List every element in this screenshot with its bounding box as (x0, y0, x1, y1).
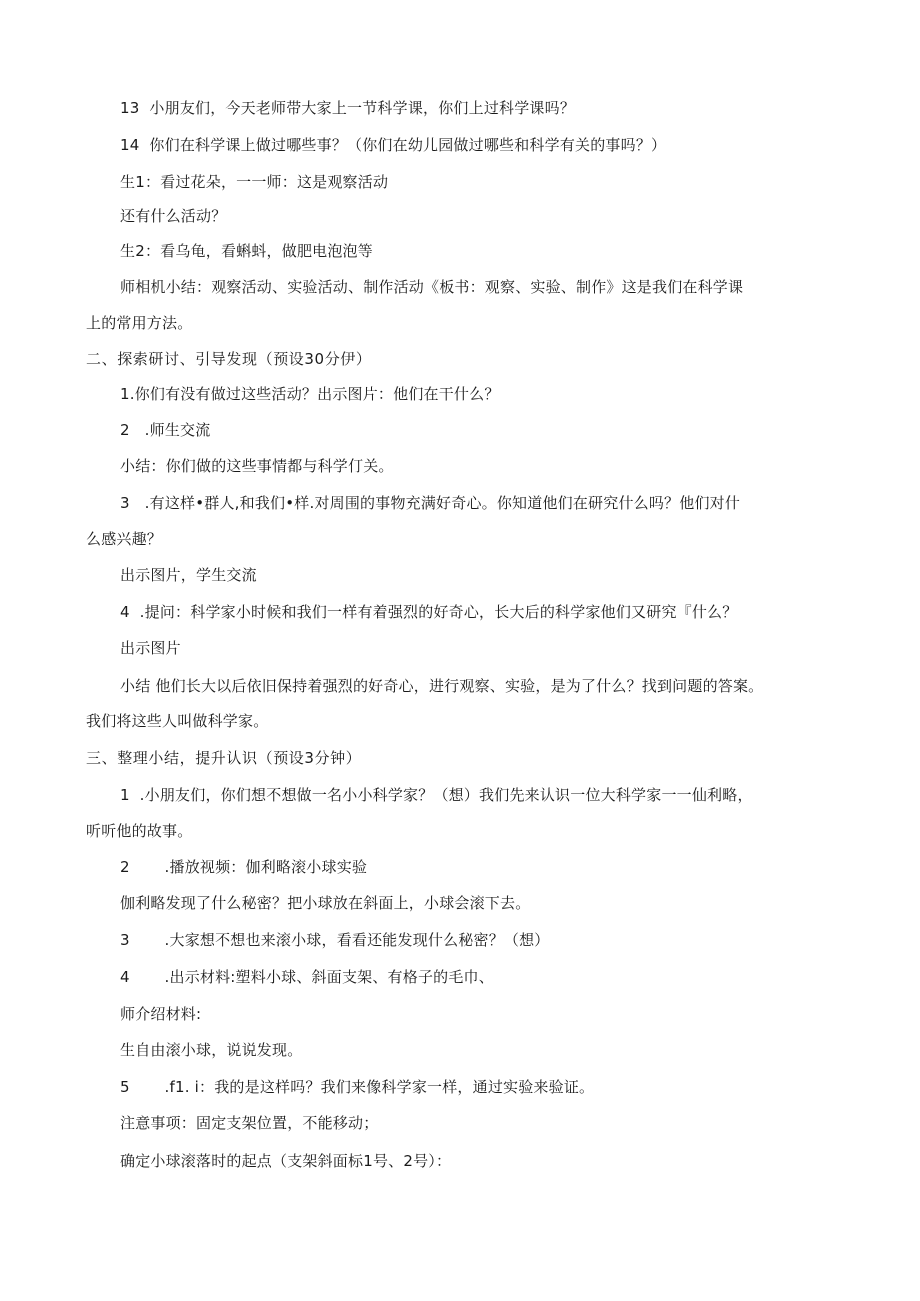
text-line: 出示图片 (120, 639, 181, 657)
text-line: 确定小球滚落时的起点（支架斜面标1号、2号）： (120, 1152, 452, 1170)
text-line: 我们将这些人叫做科学家。 (86, 712, 269, 730)
text-line: 师介绍材料: (120, 1005, 202, 1023)
text-line: 生自由滚小球，说说发现。 (120, 1041, 303, 1059)
text-line: 生2：看乌龟，看蝌蚪，做肥电泡泡等 (120, 242, 373, 260)
section-heading: 三、整理小结，提升认识（预设3分钟） (86, 749, 362, 767)
text-line: 4 .提问：科学家小时候和我们一样有着强烈的好奇心，长大后的科学家他们又研究『什么？ (120, 603, 738, 621)
text-line: 2 .播放视频：伽利略滚小球实验 (120, 858, 368, 876)
text-line: 4 .出示材料:塑料小球、斜面支架、有格子的毛巾、 (120, 968, 494, 986)
text-line: 5 .f1. i：我的是这样吗？我们来像科学家一样，通过实验来验证。 (120, 1078, 595, 1096)
text-line: 师相机小结：观察活动、实验活动、制作活动《板书：观察、实验、制作》这是我们在科学课 (120, 278, 744, 296)
text-line: 小结：你们做的这些事情都与科学仃关。 (120, 457, 394, 475)
text-line: 注意事项：固定支架位置，不能移动； (120, 1114, 379, 1132)
text-line: 小结 他们长大以后依旧保持着强烈的好奇心，进行观察、实验，是为了什么？找到问题的答案。 (120, 677, 764, 695)
text-line: 上的常用方法。 (86, 314, 193, 332)
text-line: 3 .有这样•群人,和我们•样.对周围的事物充满好奇心。你知道他们在研究什么吗？他们对什 (120, 494, 741, 512)
text-line: 1.你们有没有做过这些活动？出示图片：他们在干什么？ (120, 385, 500, 403)
section-heading: 二、探索研讨、引导发现（预设30分伊） (86, 350, 372, 368)
text-line: 还有什么活动？ (120, 207, 227, 225)
text-line: 伽利略发现了什么秘密？把小球放在斜面上，小球会滚下去。 (120, 894, 531, 912)
text-line: 14 你们在科学课上做过哪些事？（你们在幼儿园做过哪些和科学有关的事吗？） (120, 136, 667, 154)
text-line: 3 .大家想不想也来滚小球，看看还能发现什么秘密？（想） (120, 931, 550, 949)
text-line: 么感兴趣？ (86, 530, 163, 548)
text-line: 13 小朋友们，今天老师带大家上一节科学课，你们上过科学课吗？ (120, 99, 576, 117)
text-line: 生1：看过花朵，一一师：这是观察活动 (120, 173, 389, 191)
text-line: 1 .小朋友们，你们想不想做一名小小科学家？（想）我们先来认识一位大科学家一一仙利略， (120, 786, 753, 804)
text-line: 听听他的故事。 (86, 822, 193, 840)
text-line: 出示图片，学生交流 (120, 566, 257, 584)
text-line: 2 .师生交流 (120, 421, 211, 439)
